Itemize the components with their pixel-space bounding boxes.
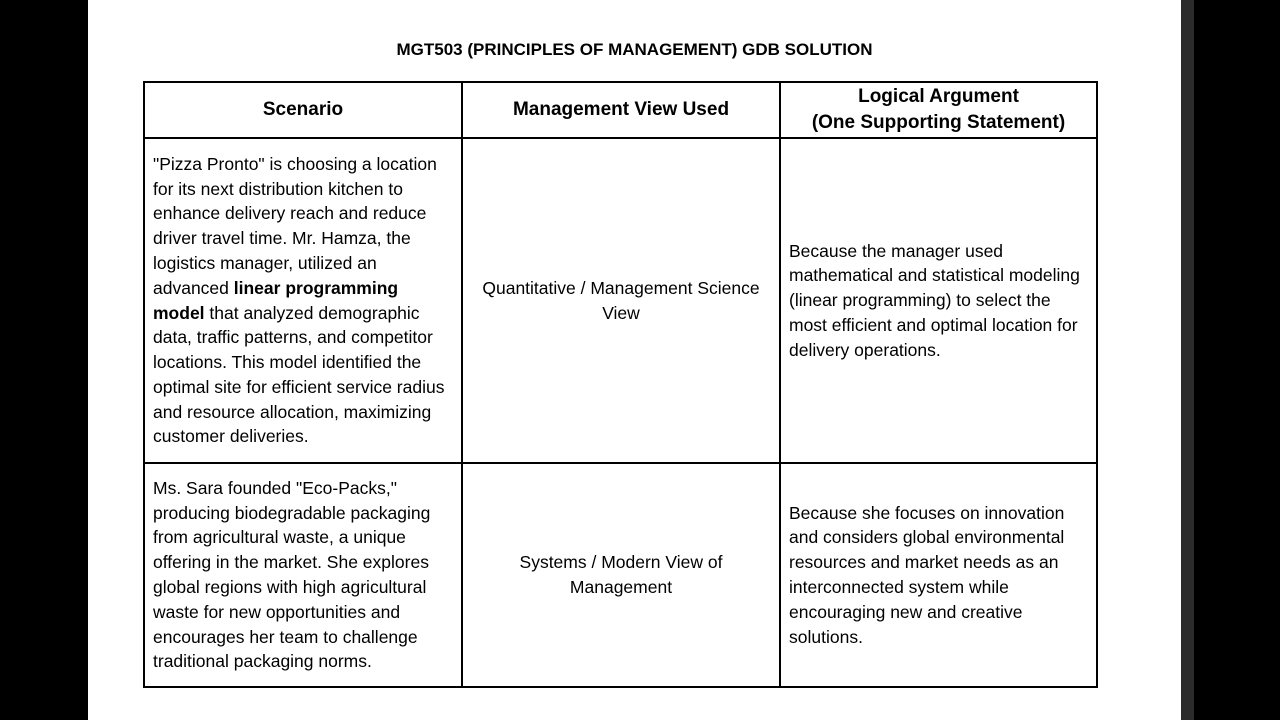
table-row: [144, 463, 1097, 687]
header-management-view: Management View Used: [462, 82, 780, 138]
scenario-text: [153, 152, 453, 450]
scenario-text-part: "Pizza Pronto" is choosing a location for its next distribution kitchen to enhance delivery reach and reduce driver travel time. Mr. Hamza, the logistics manager, utilized an advanced: [153, 153, 437, 298]
table-header-row: [144, 82, 1097, 138]
logical-argument-cell: Because she focuses on innovation and considers global environmental resources and market needs as an interconnected system while encouraging new and creative solutions.: [780, 463, 1097, 687]
table-row: [144, 138, 1097, 463]
management-view-cell: Systems / Modern View of Management: [462, 463, 780, 687]
document-title: MGT503 (PRINCIPLES OF MANAGEMENT) GDB SOLUTION: [396, 40, 873, 59]
management-view-cell: Quantitative / Management Science View: [462, 138, 780, 463]
scenario-text-part: that analyzed demographic data, traffic patterns, and competitor locations. This model identified the optimal site for efficient service radius and resource allocation, maximizing customer deliveries.: [153, 302, 445, 447]
gdb-solution-table: [143, 81, 1098, 688]
scenario-cell: Ms. Sara founded "Eco-Packs," producing biodegradable packaging from agricultural waste, a unique offering in the market. She explores global regions with high agricultural waste for new opportunities and encourages her team to challenge traditional packaging norms.: [144, 463, 462, 687]
scenario-cell: [144, 138, 462, 463]
document-page: [88, 0, 1181, 720]
scenario-bold-term: linear programming model: [153, 277, 399, 323]
header-logical-argument: [780, 82, 1097, 138]
header-logical-argument-line2: (One Supporting Statement): [811, 112, 1066, 133]
header-scenario: Scenario: [144, 82, 462, 138]
viewer-side-strip: [1181, 0, 1194, 720]
logical-argument-cell: Because the manager used mathematical and statistical modeling (linear programming) to select the most efficient and optimal location for delivery operations.: [780, 138, 1097, 463]
header-logical-argument-line1: Logical Argument: [858, 86, 1019, 107]
